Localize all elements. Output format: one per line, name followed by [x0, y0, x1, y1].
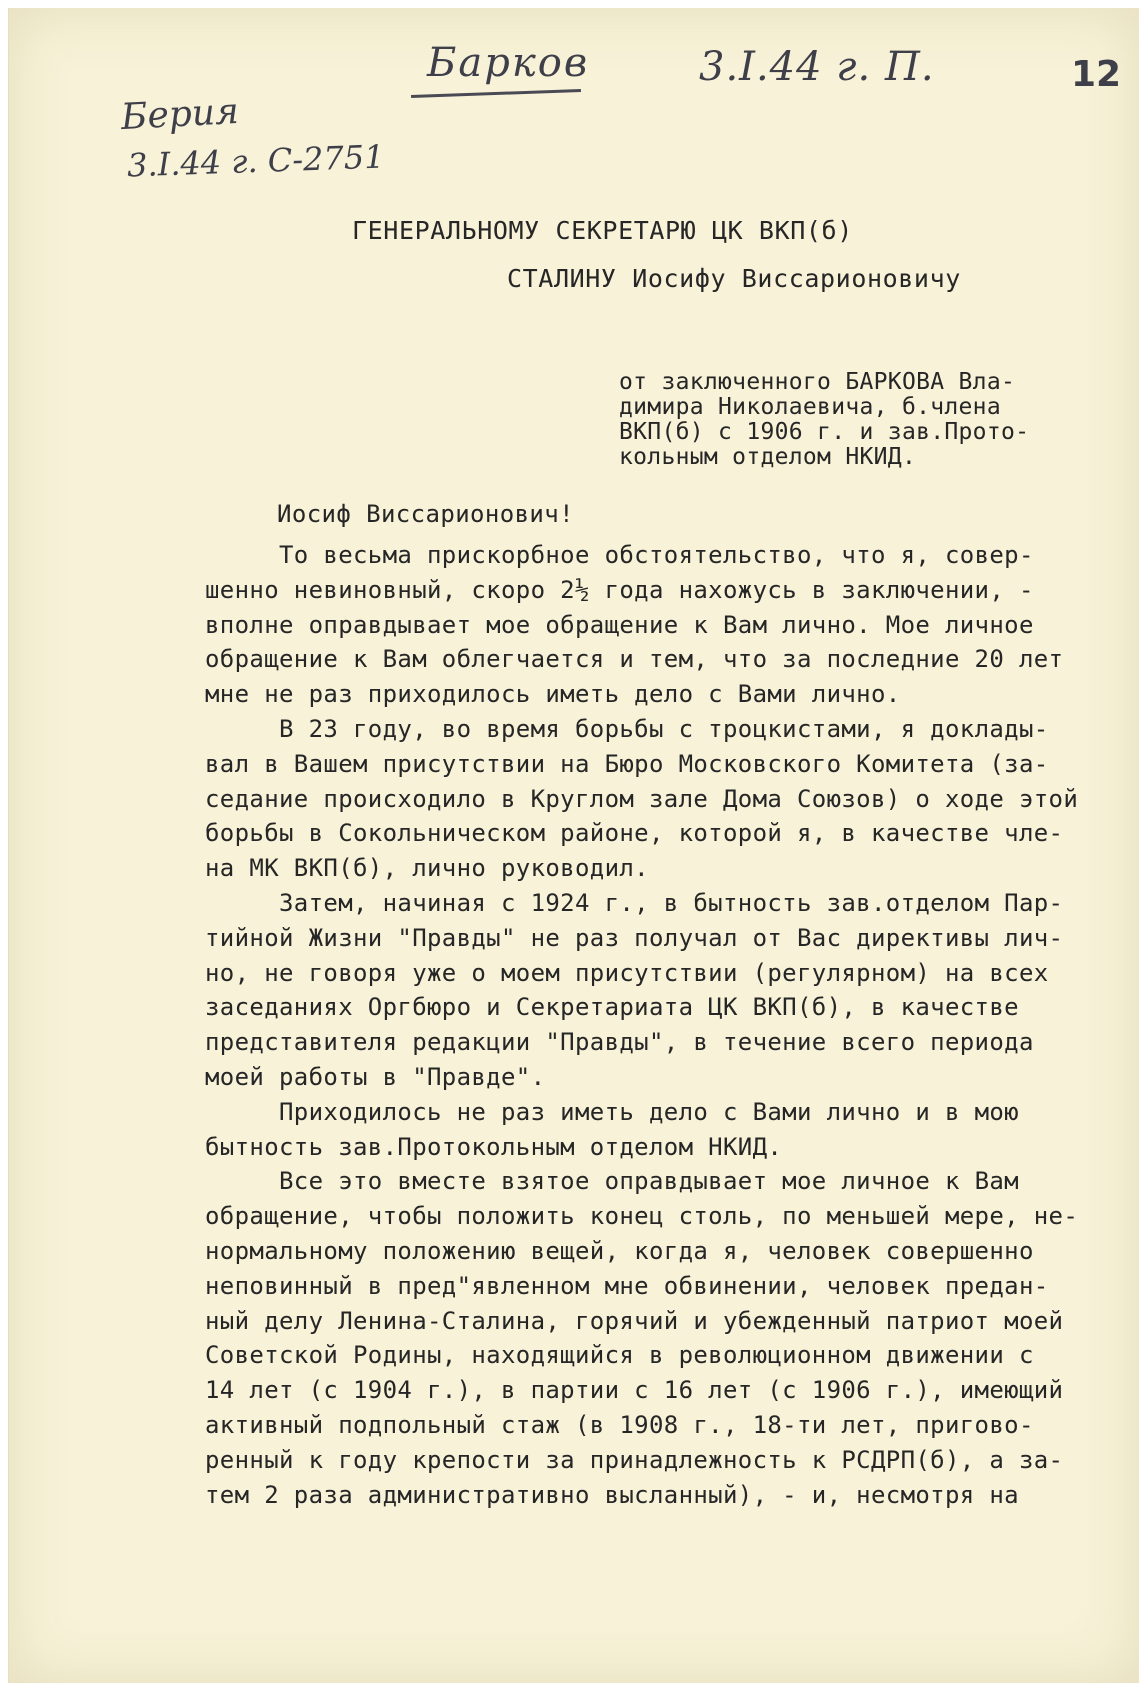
handwritten-name-top: Барков: [427, 40, 590, 86]
sender-line: от заключенного БАРКОВА Вла-: [619, 369, 1016, 395]
handwritten-reference-left: 3.I.44 г. С-2751: [126, 137, 386, 185]
body-line: В 23 году, во время борьбы с троцкистами, я доклады-: [279, 714, 1049, 743]
addressee-line-1: ГЕНЕРАЛЬНОМУ СЕКРЕТАРЮ ЦК ВКП(б): [352, 216, 853, 245]
handwritten-name-left: Берия: [120, 90, 240, 139]
body-line: ренный к году крепости за принадлежность к РСДРП(б), а за-: [205, 1445, 1064, 1474]
body-line: 14 лет (с 1904 г.), в партии с 16 лет (с 1906 г.), имеющий: [205, 1376, 1064, 1405]
body-line: моей работы в "Правде".: [205, 1062, 546, 1091]
body-line: но, не говоря уже о моем присутствии (регулярном) на всех: [205, 958, 1049, 987]
body-line: обращение к Вам облегчается и тем, что за последние 20 лет: [205, 645, 1064, 674]
body-line: вал в Вашем присутствии на Бюро Московского Комитета (за-: [205, 749, 1049, 778]
salutation: Иосиф Виссарионович!: [277, 500, 574, 528]
body-line: борьбы в Сокольническом районе, которой я, в качестве чле-: [205, 819, 1064, 848]
sender-block: [619, 370, 1029, 470]
body-line: Советской Родины, находящийся в революционном движении с: [205, 1341, 1034, 1370]
body-line: То весьма прискорбное обстоятельство, что я, совер-: [279, 541, 1034, 569]
body-line: тийной Жизни "Правды" не раз получал от Вас директивы лич-: [205, 923, 1064, 952]
body-line: тем 2 раза административно высланный), - и, несмотря на: [205, 1480, 1019, 1509]
letter-body: [205, 538, 1105, 1512]
body-line: обращение, чтобы положить конец столь, по меньшей мере, не-: [205, 1202, 1079, 1231]
body-line: седание происходило в Круглом зале Дома Союзов) о ходе этой: [205, 784, 1079, 813]
page-number: 12: [1071, 54, 1122, 95]
body-line: бытность зав.Протокольным отделом НКИД.: [205, 1132, 783, 1161]
body-line: шенно невиновный, скоро 2½ года нахожусь в заключении, -: [205, 575, 1034, 604]
body-line: нормальному положению вещей, когда я, человек совершенно: [205, 1236, 1034, 1265]
body-line: Затем, начиная с 1924 г., в бытность зав.отделом Пар-: [279, 888, 1064, 917]
body-line: неповинный в пред"явленном мне обвинении, человек предан-: [205, 1271, 1049, 1300]
body-line: мне не раз приходилось иметь дело с Вами лично.: [205, 680, 901, 709]
document-page: [8, 8, 1139, 1683]
body-line: вполне оправдывает мое обращение к Вам лично. Мое личное: [205, 610, 1034, 639]
sender-line: ВКП(б) с 1906 г. и зав.Прото-: [619, 419, 1030, 445]
underline-stroke: [411, 89, 581, 98]
body-line: представителя редакции "Правды", в течение всего периода: [205, 1028, 1034, 1057]
body-line: заседаниях Оргбюро и Секретариата ЦК ВКП(б), в качестве: [205, 993, 1019, 1022]
sender-line: димира Николаевича, б.члена: [619, 394, 1001, 420]
addressee-line-2: СТАЛИНУ Иосифу Виссарионовичу: [507, 264, 961, 293]
handwritten-date-top: 3.I.44 г. П.: [699, 44, 935, 90]
body-line: ный делу Ленина-Сталина, горячий и убежденный патриот моей: [205, 1306, 1064, 1335]
body-line: Приходилось не раз иметь дело с Вами лично и в мою: [279, 1097, 1019, 1126]
body-line: активный подпольный стаж (в 1908 г., 18-ти лет, пригово-: [205, 1410, 1034, 1439]
body-line: на МК ВКП(б), лично руководил.: [205, 854, 649, 883]
sender-line: кольным отделом НКИД.: [619, 444, 917, 470]
body-line: Все это вместе взятое оправдывает мое личное к Вам: [279, 1167, 1019, 1196]
